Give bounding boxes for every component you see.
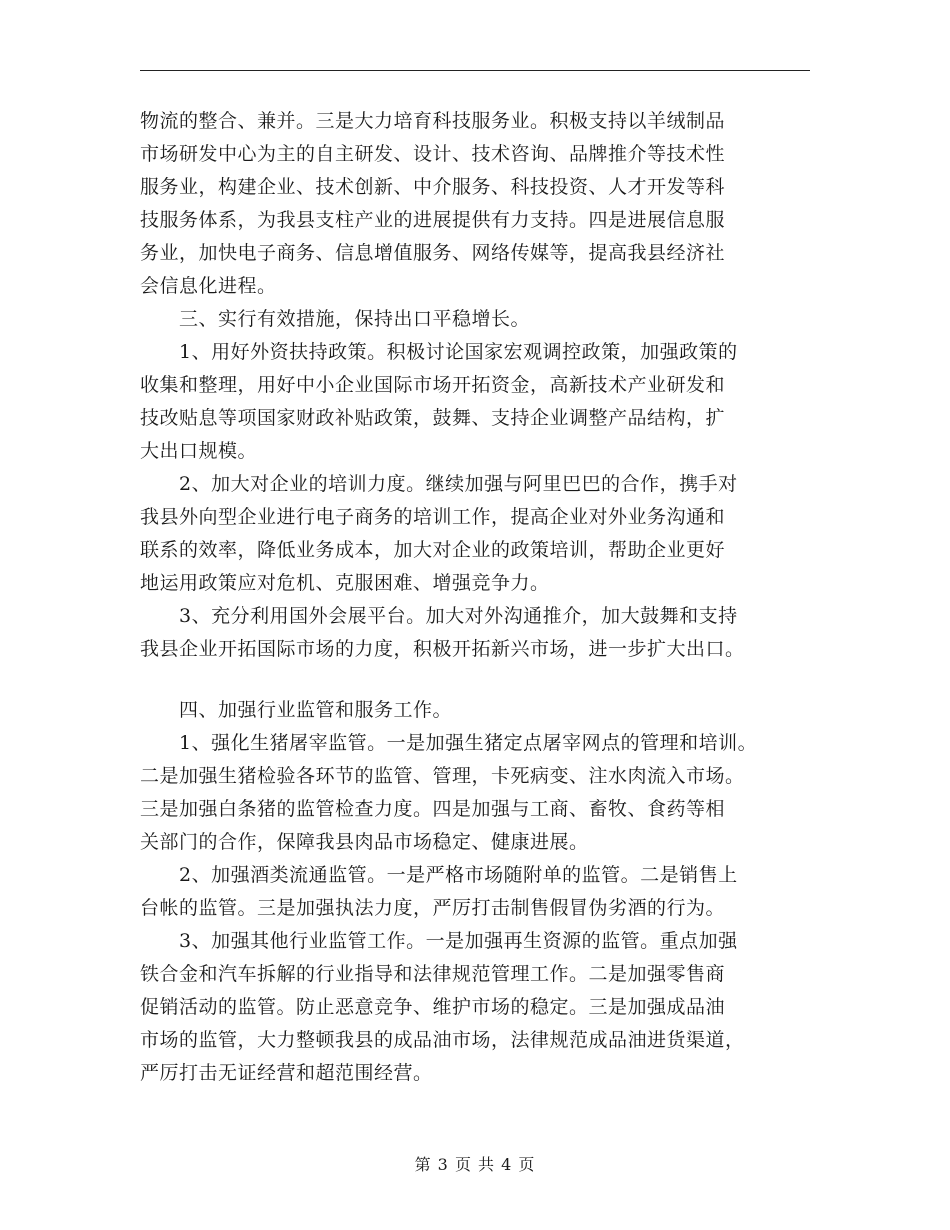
- text-line: 我县企业开拓国际市场的力度，积极开拓新兴市场，进一步扩大出口。: [140, 638, 745, 660]
- document-body: [140, 105, 830, 1090]
- text-line: 服务业，构建企业、技术创新、中介服务、科技投资、人才开发等科: [140, 176, 726, 198]
- text-line: 2、加大对企业的培训力度。继续加强与阿里巴巴的合作，携手对: [140, 473, 738, 495]
- header-rule: [140, 70, 810, 71]
- text-line: 大出口规模。: [140, 440, 258, 462]
- text-line: 联系的效率，降低业务成本，加大对企业的政策培训，帮助企业更好: [140, 539, 726, 561]
- text-line: 3、充分利用国外会展平台。加大对外沟通推介，加大鼓舞和支持: [140, 605, 738, 627]
- text-line: 物流的整合、兼并。三是大力培育科技服务业。积极支持以羊绒制品: [140, 110, 726, 132]
- paragraph-gap: [140, 666, 830, 694]
- page-number-footer: 第 3 页 共 4 页: [414, 1155, 536, 1174]
- text-line: 收集和整理，用好中小企业国际市场开拓资金，高新技术产业研发和: [140, 374, 726, 396]
- text-line: 会信息化进程。: [140, 275, 277, 297]
- text-line: 技改贴息等项国家财政补贴政策，鼓舞、支持企业调整产品结构，扩: [140, 407, 726, 429]
- text-line: 技服务体系，为我县支柱产业的进展提供有力支持。四是进展信息服: [140, 209, 726, 231]
- text-line: 3、加强其他行业监管工作。一是加强再生资源的监管。重点加强: [140, 930, 738, 952]
- text-line: 台帐的监管。三是加强执法力度，严厉打击制售假冒伪劣酒的行为。: [140, 897, 726, 919]
- text-line: 三是加强白条猪的监管检查力度。四是加强与工商、畜牧、食药等相: [140, 798, 726, 820]
- text-line: 市场的监管，大力整顿我县的成品油市场，法律规范成品油进货渠道，: [140, 1029, 745, 1051]
- text-line: 我县外向型企业进行电子商务的培训工作，提高企业对外业务沟通和: [140, 506, 726, 528]
- section-heading: 三、实行有效措施，保持出口平稳增长。: [140, 308, 531, 330]
- text-line: 务业，加快电子商务、信息增值服务、网络传媒等，提高我县经济社: [140, 242, 726, 264]
- text-block-1: [140, 105, 830, 666]
- text-line: 促销活动的监管。防止恶意竞争、维护市场的稳定。三是加强成品油: [140, 996, 726, 1018]
- section-heading: 四、加强行业监管和服务工作。: [140, 699, 453, 721]
- text-line: 2、加强酒类流通监管。一是严格市场随附单的监管。二是销售上: [140, 864, 738, 886]
- text-block-2: [140, 694, 830, 1090]
- text-line: 二是加强生猪检验各环节的监管、管理，卡死病变、注水肉流入市场。: [140, 765, 745, 787]
- text-line: 严厉打击无证经营和超范围经营。: [140, 1062, 433, 1084]
- text-line: 铁合金和汽车拆解的行业指导和法律规范管理工作。二是加强零售商: [140, 963, 726, 985]
- text-line: 1、用好外资扶持政策。积极讨论国家宏观调控政策，加强政策的: [140, 341, 738, 363]
- text-line: 关部门的合作，保障我县肉品市场稳定、健康进展。: [140, 831, 589, 853]
- text-line: 市场研发中心为主的自主研发、设计、技术咨询、品牌推介等技术性: [140, 143, 726, 165]
- text-line: 地运用政策应对危机、克服困难、增强竞争力。: [140, 572, 550, 594]
- text-line: 1、强化生猪屠宰监管。一是加强生猪定点屠宰网点的管理和培训。: [140, 732, 758, 754]
